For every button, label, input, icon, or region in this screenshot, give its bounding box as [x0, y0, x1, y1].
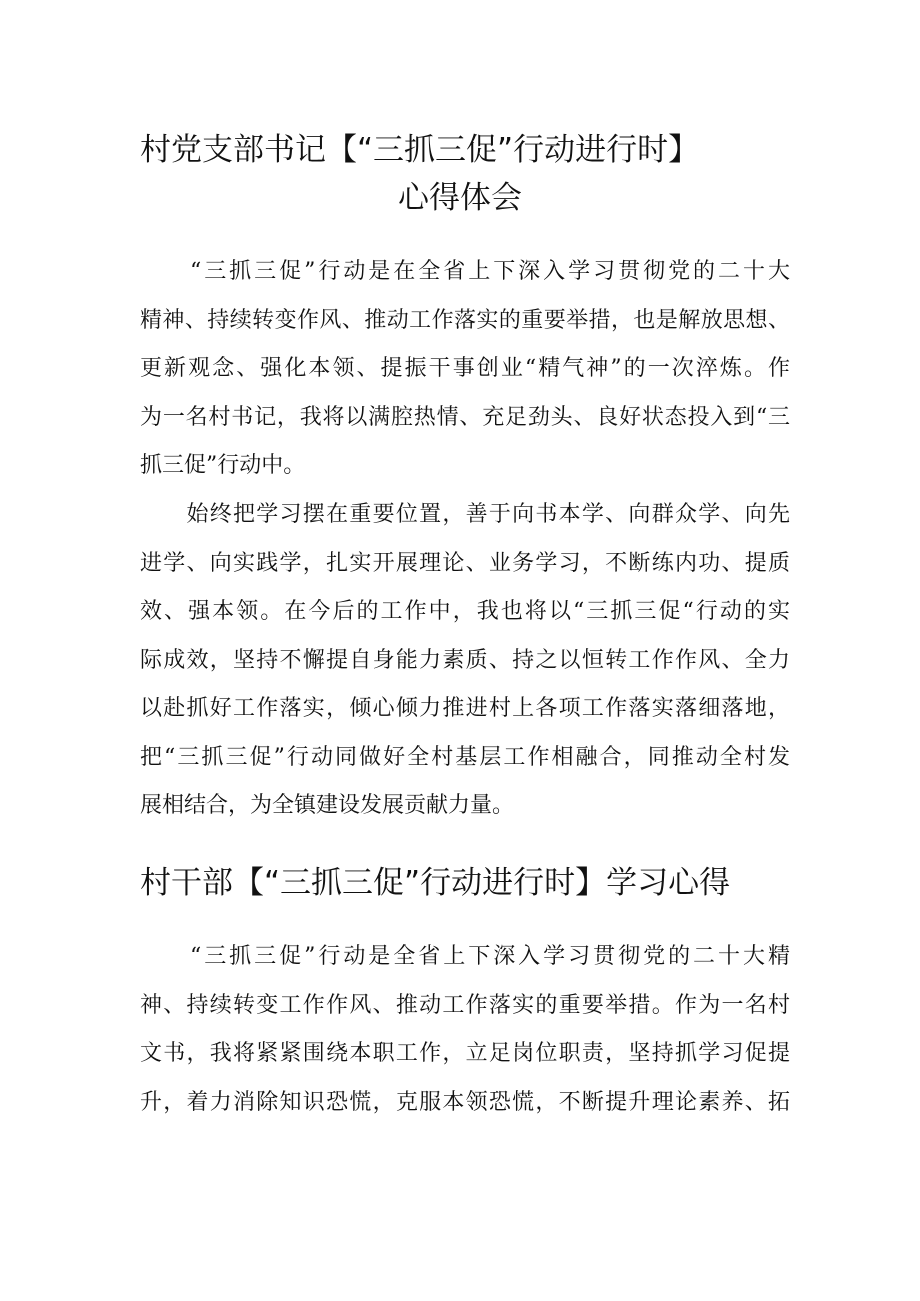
paragraph-line: 效、强本领。在今后的工作中，我也将以“三抓三促“行动的实 [140, 599, 790, 624]
paragraph-line: 始终把学习摆在重要位置，善于向书本学、向群众学、向先 [140, 502, 790, 527]
paragraph-line: 升，着力消除知识恐慌，克服本领恐慌，不断提升理论素养、拓 [140, 1089, 790, 1115]
section1-paragraph1 [140, 248, 790, 491]
paragraph-line: 展相结合，为全镇建设发展贡献力量。 [140, 793, 515, 818]
paragraph-line: 更新观念、强化本领、提振干事创业“精气神”的一次淬炼。作 [140, 356, 790, 381]
paragraph-line: 进学、向实践学，扎实开展理论、业务学习，不断练内功、提质 [140, 550, 790, 576]
paragraph-line: “三抓三促”行动是在全省上下深入学习贯彻党的二十大 [140, 259, 790, 284]
section1-paragraph2 [140, 491, 790, 831]
section2-paragraph1 [140, 933, 790, 1127]
paragraph-line: 精神、持续转变作风、推动工作落实的重要举措，也是解放思想、 [140, 307, 790, 333]
paragraph-line: “三抓三促”行动是全省上下深入学习贯彻党的二十大精 [140, 944, 790, 969]
paragraph-line: 为一名村书记，我将以满腔热情、充足劲头、良好状态投入到“三 [140, 404, 790, 430]
paragraph-line: 以赴抓好工作落实，倾心倾力推进村上各项工作落实落细落地， [140, 696, 790, 721]
section2-title: 村干部【“三抓三促”行动进行时】学习心得 [140, 865, 731, 901]
paragraph-line: 抓三促”行动中。 [140, 453, 306, 478]
paragraph-line: 把“三抓三促”行动同做好全村基层工作相融合，同推动全村发 [140, 744, 790, 770]
paragraph-line: 神、持续转变工作作风、推动工作落实的重要举措。作为一名村 [140, 992, 790, 1018]
paragraph-line: 文书，我将紧紧围绕本职工作，立足岗位职责，坚持抓学习促提 [140, 1041, 790, 1066]
section1-title-line2: 心得体会 [398, 180, 522, 216]
section1-title-line1: 村党支部书记【“三抓三促”行动进行时】 [140, 132, 700, 168]
paragraph-line: 际成效，坚持不懈提自身能力素质、持之以恒转工作作风、全力 [140, 647, 790, 673]
